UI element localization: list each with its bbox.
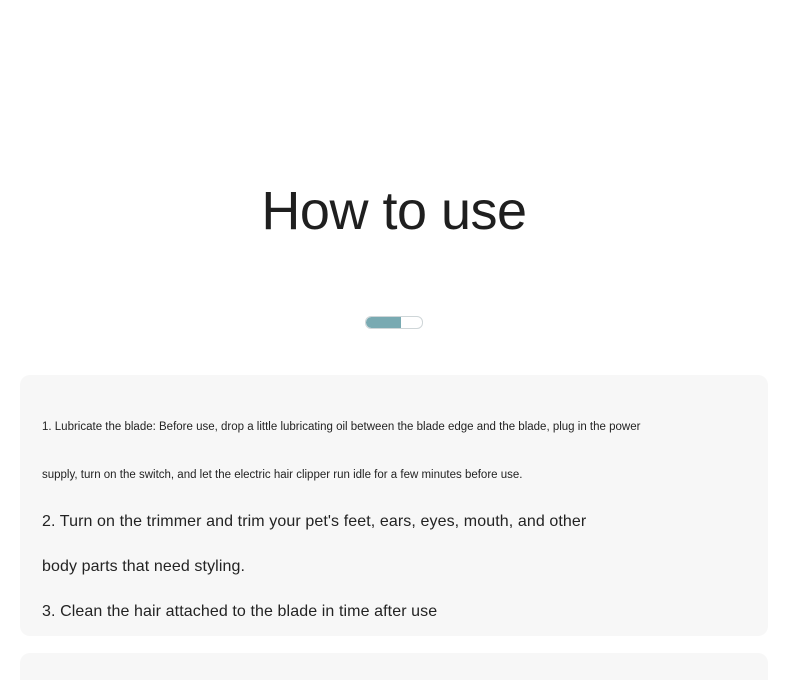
next-section-card [20, 653, 768, 680]
instruction-step-1-line-1: 1. Lubricate the blade: Before use, drop a little lubricating oil between the blade edge and the blade, plug in the power [42, 421, 641, 433]
instruction-step-2-line-1: 2. Turn on the trimmer and trim your pet's feet, ears, eyes, mouth, and other [42, 513, 587, 530]
instruction-step-2-line-2: body parts that need styling. [42, 558, 246, 575]
divider-container [0, 316, 788, 329]
progress-divider-fill [366, 317, 401, 328]
page-title: How to use [261, 181, 527, 242]
instruction-step-3-line-1: 3. Clean the hair attached to the blade in time after use [42, 603, 438, 620]
progress-divider [365, 316, 423, 329]
instruction-step-1-line-2: supply, turn on the switch, and let the electric hair clipper run idle for a few minutes before use. [42, 469, 523, 481]
instructions-card [20, 375, 768, 636]
